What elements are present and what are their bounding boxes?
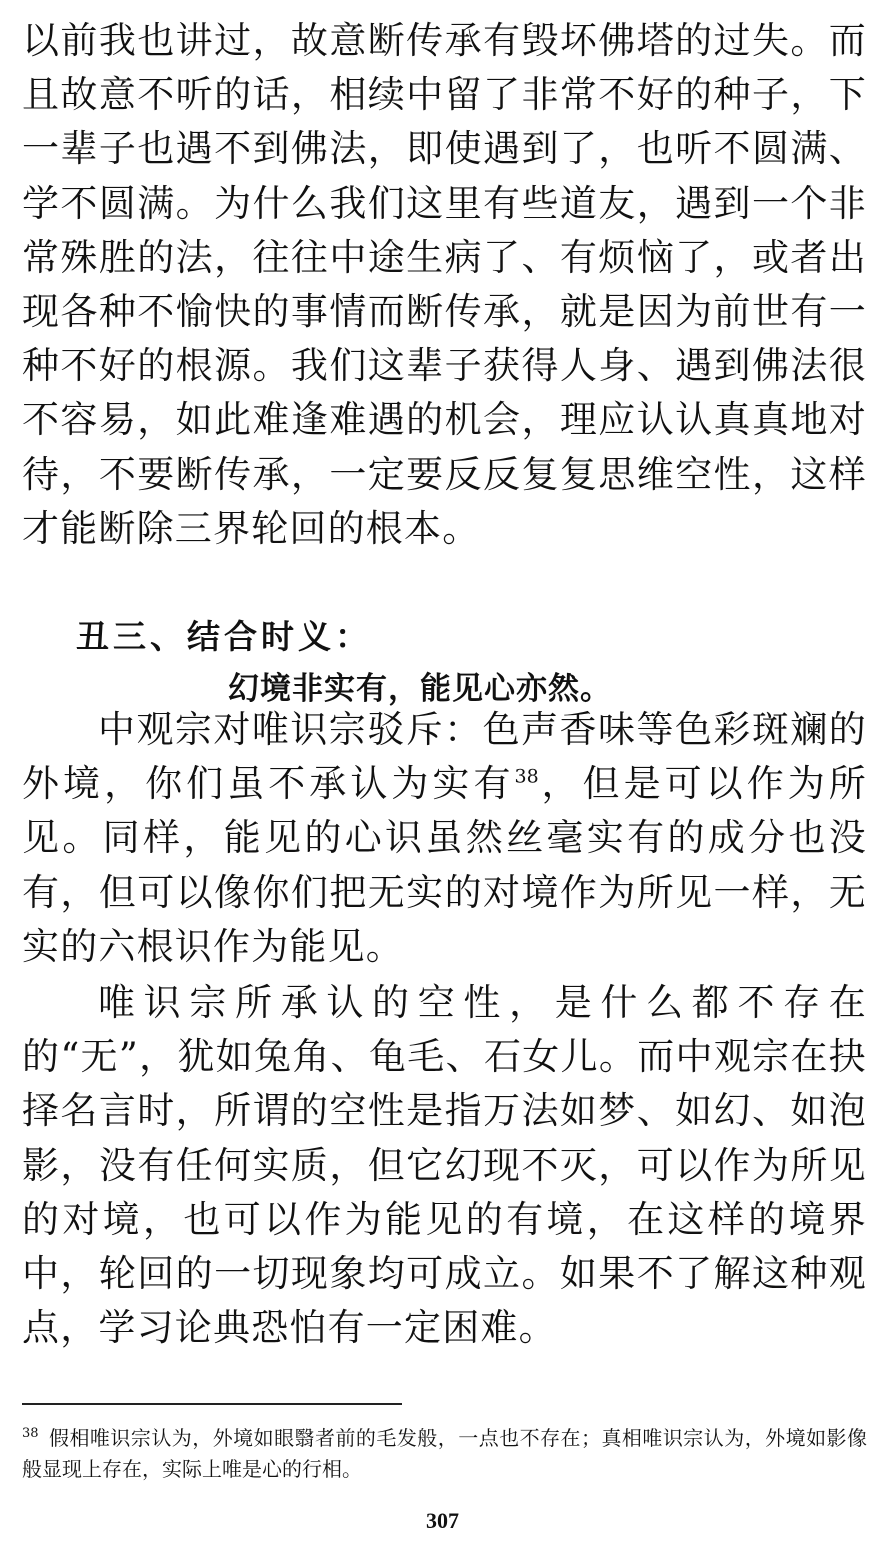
footnote-text: 假相唯识宗认为，外境如眼翳者前的毛发般，一点也不存在；真相唯识宗认为，外境如影像般显现上存在，实际上唯是心的行相。: [22, 1426, 867, 1481]
footnote-divider: [22, 1403, 402, 1405]
footnote: [22, 1423, 867, 1485]
paragraph: [22, 703, 867, 974]
footnote-reference[interactable]: 38: [514, 765, 539, 788]
paragraph-text: ，但是可以作为所见。同样，能见的心识虽然丝毫实有的成分也没有，但可以像你们把无实的对境作为所见一样，无实的六根识作为能见。: [22, 762, 867, 968]
paragraph-text: 中观宗对唯识宗驳斥：色声香味等色彩斑斓的外境，你们虽不承认为实有: [22, 708, 867, 806]
footnote-number: 38: [22, 1426, 39, 1442]
paragraph: 以前我也讲过，故意断传承有毁坏佛塔的过失。而且故意不听的话，相续中留了非常不好的种子，下一辈子也遇不到佛法，即使遇到了，也听不圆满、学不圆满。为什么我们这里有些道友，遇到一个非常殊胜的法，往往中途生病了、有烦恼了，或者出现各种不愉快的事情而断传承，就是因为前世有一种不好的根源。我们这辈子获得人身、遇到佛法很不容易，如此难逢难遇的机会，理应认认真真地对待，不要断传承，一定要反反复复思维空性，这样才能断除三界轮回的根本。: [22, 19, 867, 550]
page-number: 307: [426, 1508, 459, 1533]
section-heading: 丑三、结合时义：: [76, 617, 372, 656]
verse-line: 幻境非实有，能见心亦然。: [228, 671, 612, 707]
paragraph: 唯识宗所承认的空性，是什么都不存在的“无”，犹如兔角、龟毛、石女儿。而中观宗在抉择名言时，所谓的空性是指万法如梦、如幻、如泡影，没有任何实质，但它幻现不灭，可以作为所见的对境，也可以作为能见的有境，在这样的境界中，轮回的一切现象均可成立。如果不了解这种观点，学习论典恐怕有一定困难。: [22, 981, 867, 1350]
